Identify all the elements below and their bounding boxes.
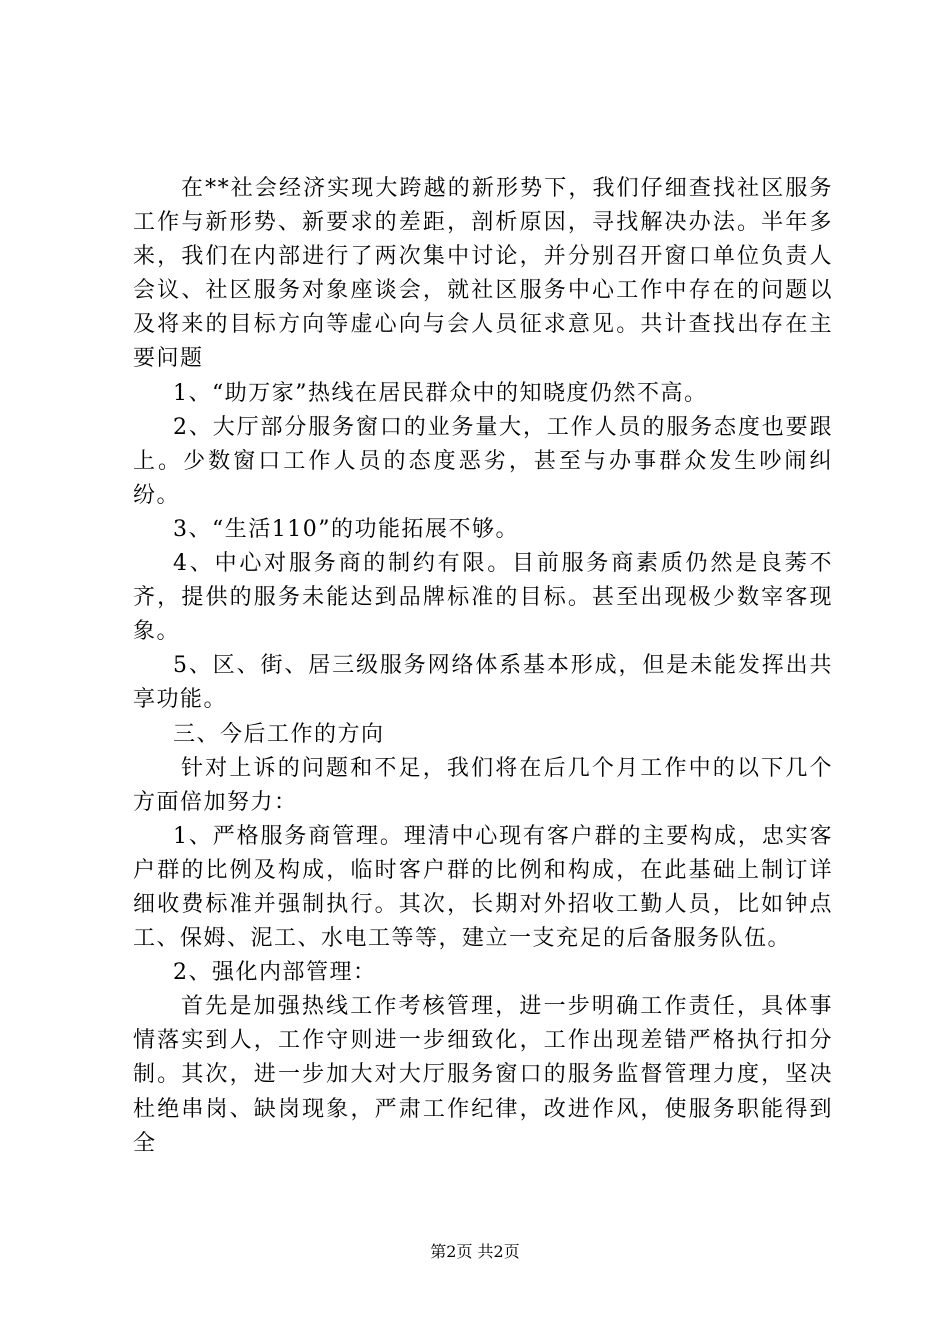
paragraph-measure-2-heading: 2、强化内部管理： (173, 960, 377, 986)
paragraph-issue-3: 3、“生活110”的功能拓展不够。 (173, 516, 519, 542)
paragraph-future-intro: 针对上诉的问题和不足，我们将在后几个月工作中的以下几个方面倍加努力： (133, 755, 833, 815)
paragraph-issue-2: 2、大厅部分服务窗口的业务量大，工作人员的服务态度也要跟上。少数窗口工作人员的态度恶劣，甚至与办事群众发生吵闹纠纷。 (133, 414, 833, 508)
section-heading-future-direction: 三、今后工作的方向 (173, 721, 385, 747)
paragraph-measure-2-detail: 首先是加强热线工作考核管理，进一步明确工作责任，具体事情落实到人，工作守则进一步细致化，工作出现差错严格执行扣分制。其次，进一步加大对大厅服务窗口的服务监督管理力度，坚决杜绝串岗、缺岗现象，严肃工作纪律，改进作风，使服务职能得到全 (133, 994, 833, 1156)
page-footer: 第2页 共2页 (430, 1242, 520, 1261)
paragraph-intro: 在**社会经济实现大跨越的新形势下，我们仔细查找社区服务工作与新形势、新要求的差距，剖析原因，寻找解决办法。半年多来，我们在内部进行了两次集中讨论，并分别召开窗口单位负责人会议、社区服务对象座谈会，就社区服务中心工作中存在的问题以及将来的目标方向等虚心向与会人员征求意见。共计查找出存在主要问题 (133, 176, 833, 372)
paragraph-measure-1: 1、严格服务商管理。理清中心现有客户群的主要构成，忠实客户群的比例及构成，临时客户群的比例和构成，在此基础上制订详细收费标准并强制执行。其次，长期对外招收工勤人员，比如钟点工、保姆、泥工、水电工等等，建立一支充足的后备服务队伍。 (133, 823, 833, 952)
paragraph-issue-1: 1、“助万家”热线在居民群众中的知晓度仍然不高。 (173, 380, 708, 406)
paragraph-issue-4: 4、中心对服务商的制约有限。目前服务商素质仍然是良莠不齐，提供的服务未能达到品牌标准的目标。甚至出现极少数宰客现象。 (133, 551, 833, 645)
document-body (133, 172, 833, 1161)
paragraph-issue-5: 5、区、街、居三级服务网络体系基本形成，但是未能发挥出共享功能。 (133, 653, 833, 713)
